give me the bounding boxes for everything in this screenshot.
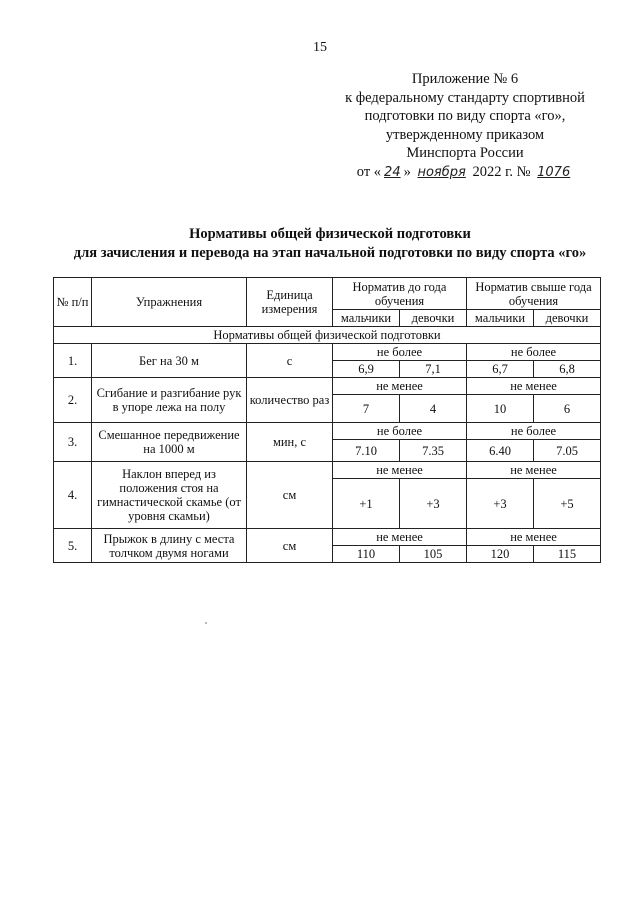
value-cell: +1 xyxy=(333,479,400,529)
header-first-year: Норматив до года обучения xyxy=(333,278,467,310)
value-cell: 105 xyxy=(400,546,467,563)
row-num: 4. xyxy=(54,462,92,529)
appendix-line: утвержденному приказом xyxy=(385,126,545,143)
order-date-line xyxy=(300,163,630,183)
header-girls: девочки xyxy=(400,310,467,327)
row-exercise: Наклон вперед из положения стоя на гимнастической скамье (от уровня скамьи) xyxy=(92,462,247,529)
date-prefix: от « xyxy=(356,163,382,180)
value-cell: 10 xyxy=(467,395,534,423)
value-cell: +3 xyxy=(400,479,467,529)
row-condition: не более xyxy=(333,344,467,361)
appendix-block xyxy=(300,70,630,182)
row-num: 3. xyxy=(54,423,92,462)
table-row xyxy=(54,344,601,361)
value-cell: +3 xyxy=(467,479,534,529)
value-cell: 6 xyxy=(534,395,601,423)
date-separator: » xyxy=(403,163,411,180)
row-condition: не менее xyxy=(333,378,467,395)
row-num: 5. xyxy=(54,529,92,563)
row-condition: не более xyxy=(333,423,467,440)
appendix-line: Минспорта России xyxy=(406,145,524,161)
value-cell: 4 xyxy=(400,395,467,423)
row-condition: не менее xyxy=(467,462,601,479)
appendix-line: Приложение № 6 xyxy=(411,71,519,87)
header-after-year: Норматив свыше года обучения xyxy=(467,278,601,310)
value-cell: 120 xyxy=(467,546,534,563)
norms-table xyxy=(53,277,601,563)
value-cell: +5 xyxy=(534,479,601,529)
document-title xyxy=(40,225,620,262)
scan-speck xyxy=(205,622,207,624)
header-num: № п/п xyxy=(54,278,92,327)
row-condition: не менее xyxy=(467,529,601,546)
row-num: 2. xyxy=(54,378,92,423)
title-line: для зачисления и перевода на этап начальной подготовки по виду спорта «го» xyxy=(73,244,587,261)
header-row xyxy=(54,278,601,310)
title-line: Нормативы общей физической подготовки xyxy=(189,226,471,242)
row-condition: не менее xyxy=(333,462,467,479)
row-exercise: Прыжок в длину с места толчком двумя ногами xyxy=(92,529,247,563)
row-exercise: Смешанное передвижение на 1000 м xyxy=(92,423,247,462)
row-exercise: Сгибание и разгибание рук в упоре лежа на полу xyxy=(92,378,247,423)
header-boys: мальчики xyxy=(333,310,400,327)
row-unit: см xyxy=(247,462,333,529)
section-title: Нормативы общей физической подготовки xyxy=(54,327,601,344)
header-boys: мальчики xyxy=(467,310,534,327)
value-cell: 6,9 xyxy=(333,361,400,378)
row-condition: не менее xyxy=(467,378,601,395)
header-girls: девочки xyxy=(534,310,601,327)
header-exercise: Упражнения xyxy=(92,278,247,327)
value-cell: 6,8 xyxy=(534,361,601,378)
appendix-line: к федеральному стандарту спортивной xyxy=(345,89,585,106)
value-cell: 6,7 xyxy=(467,361,534,378)
table-row xyxy=(54,529,601,546)
year-text: 2022 г. № xyxy=(472,163,531,180)
handwritten-day: 24 xyxy=(384,164,401,180)
table-row xyxy=(54,423,601,440)
value-cell: 7,1 xyxy=(400,361,467,378)
appendix-line: подготовки по виду спорта «го», xyxy=(364,108,566,124)
row-unit: с xyxy=(247,344,333,378)
value-cell: 7.05 xyxy=(534,440,601,462)
row-condition: не более xyxy=(467,423,601,440)
header-unit: Единица измерения xyxy=(247,278,333,327)
page-number: 15 xyxy=(313,40,327,55)
value-cell: 7.10 xyxy=(333,440,400,462)
row-unit: количество раз xyxy=(247,378,333,423)
row-exercise: Бег на 30 м xyxy=(92,344,247,378)
value-cell: 7 xyxy=(333,395,400,423)
row-num: 1. xyxy=(54,344,92,378)
value-cell: 110 xyxy=(333,546,400,563)
handwritten-order-number: 1076 xyxy=(537,164,571,180)
value-cell: 115 xyxy=(534,546,601,563)
row-unit: мин, с xyxy=(247,423,333,462)
value-cell: 6.40 xyxy=(467,440,534,462)
value-cell: 7.35 xyxy=(400,440,467,462)
row-condition: не менее xyxy=(333,529,467,546)
row-condition: не более xyxy=(467,344,601,361)
row-unit: см xyxy=(247,529,333,563)
handwritten-month: ноября xyxy=(417,164,466,180)
section-row xyxy=(54,327,601,344)
table-row xyxy=(54,378,601,395)
table-row xyxy=(54,462,601,479)
